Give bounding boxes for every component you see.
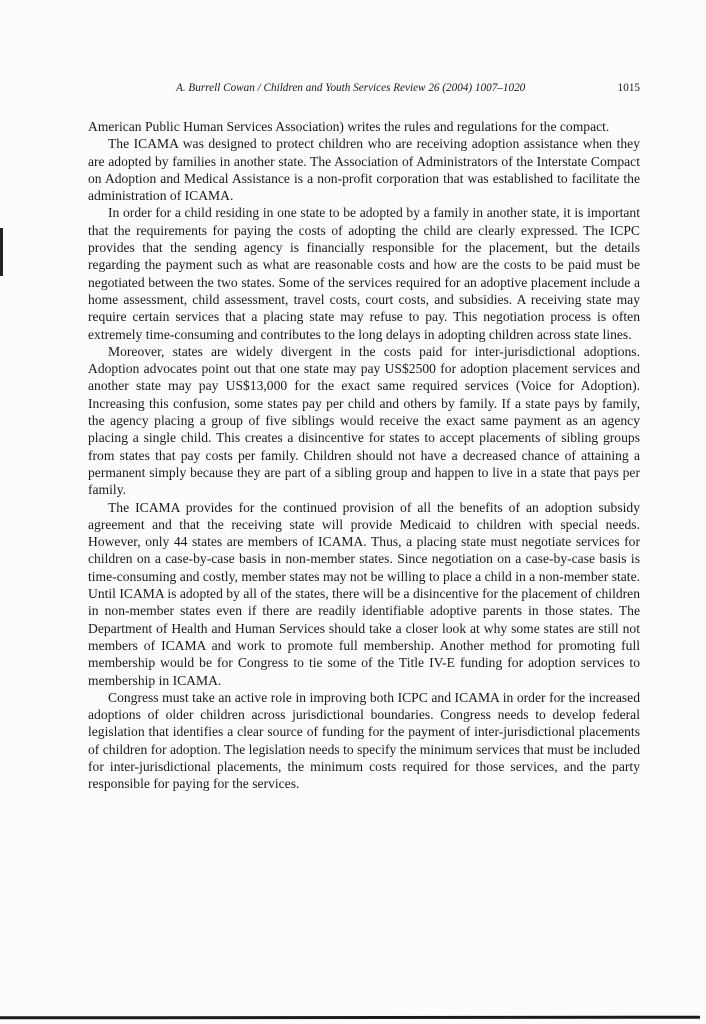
scan-margin-mark <box>0 228 3 276</box>
paragraph-congress-role: Congress must take an active role in improving both ICPC and ICAMA in order for the increased adoptions of older children across jurisdictional boundaries. Congress needs to develop federal legislation that identifies a clear source of funding for the payment of inter-jurisdictional placements of children for adoption. The legislation needs to specify the minimum services that must be included for inter-jurisdictional placements, the minimum costs required for those services, and the party responsible for paying for the services. <box>88 689 640 792</box>
paragraph-icama-membership: The ICAMA provides for the continued provision of all the benefits of an adoption subsidy agreement and that the receiving state will provide Medicaid to children with special needs. However, only 44 states are members of ICAMA. Thus, a placing state must negotiate services for children on a case-by-case basis in non-member states. Since negotiation on a case-by-case basis is time-consuming and costly, member states may not be willing to place a child in a non-member state. Until ICAMA is adopted by all of the states, there will be a disincentive for the placement of children in non-member states even if there are readily identifiable adoptive parents in those states. The Department of Health and Human Services should take a closer look at why some states are still not members of ICAMA and work to promote full membership. Another method for promoting full membership would be for Congress to tie some of the Title IV-E funding for adoption services to membership in ICAMA. <box>88 499 640 688</box>
paragraph-payment-requirements: In order for a child residing in one state to be adopted by a family in another state, it is important that the requirements for paying the costs of adopting the child are clearly expressed. The ICPC provides that the sending agency is financially responsible for the placement, but the details regarding the payment such as what are reasonable costs and how are the costs to be paid must be negotiated between the two states. Some of the services required for an adoptive placement include a home assessment, child assessment, travel costs, court costs, and subsidies. A receiving state may require certain services that a placing state may refuse to pay. This negotiation process is often extremely time-consuming and contributes to the long delays in adopting children across state lines. <box>88 205 640 342</box>
body-text <box>88 118 640 793</box>
paragraph-icama-purpose: The ICAMA was designed to protect children who are receiving adoption assistance when they are adopted by families in another state. The Association of Administrators of the Interstate Compact on Adoption and Medical Assistance is a non-profit corporation that was established to facilitate the administration of ICAMA. <box>88 136 640 204</box>
page-number: 1015 <box>617 82 640 94</box>
running-header <box>176 82 640 98</box>
running-title: A. Burrell Cowan / Children and Youth Services Review 26 (2004) 1007–1020 <box>176 82 526 94</box>
paragraph-divergent-costs: Moreover, states are widely divergent in the costs paid for inter-jurisdictional adoptions. Adoption advocates point out that one state may pay US$2500 for adoption placement services and another state may pay US$13,000 for the exact same required services (Voice for Adoption). Increasing this confusion, some states pay per child and others by family. If a state pays by family, the agency placing a group of five siblings would receive the exact same payment as an agency placing a single child. This creates a disincentive for states to accept placements of sibling groups from states that pay costs per family. Children should not have a decreased chance of attaining a permanent simply because they are part of a sibling group and happen to live in a state that pays per family. <box>88 343 640 498</box>
page-bottom-rule <box>0 1016 700 1020</box>
paragraph-continued: American Public Human Services Association) writes the rules and regulations for the compact. <box>88 119 610 134</box>
